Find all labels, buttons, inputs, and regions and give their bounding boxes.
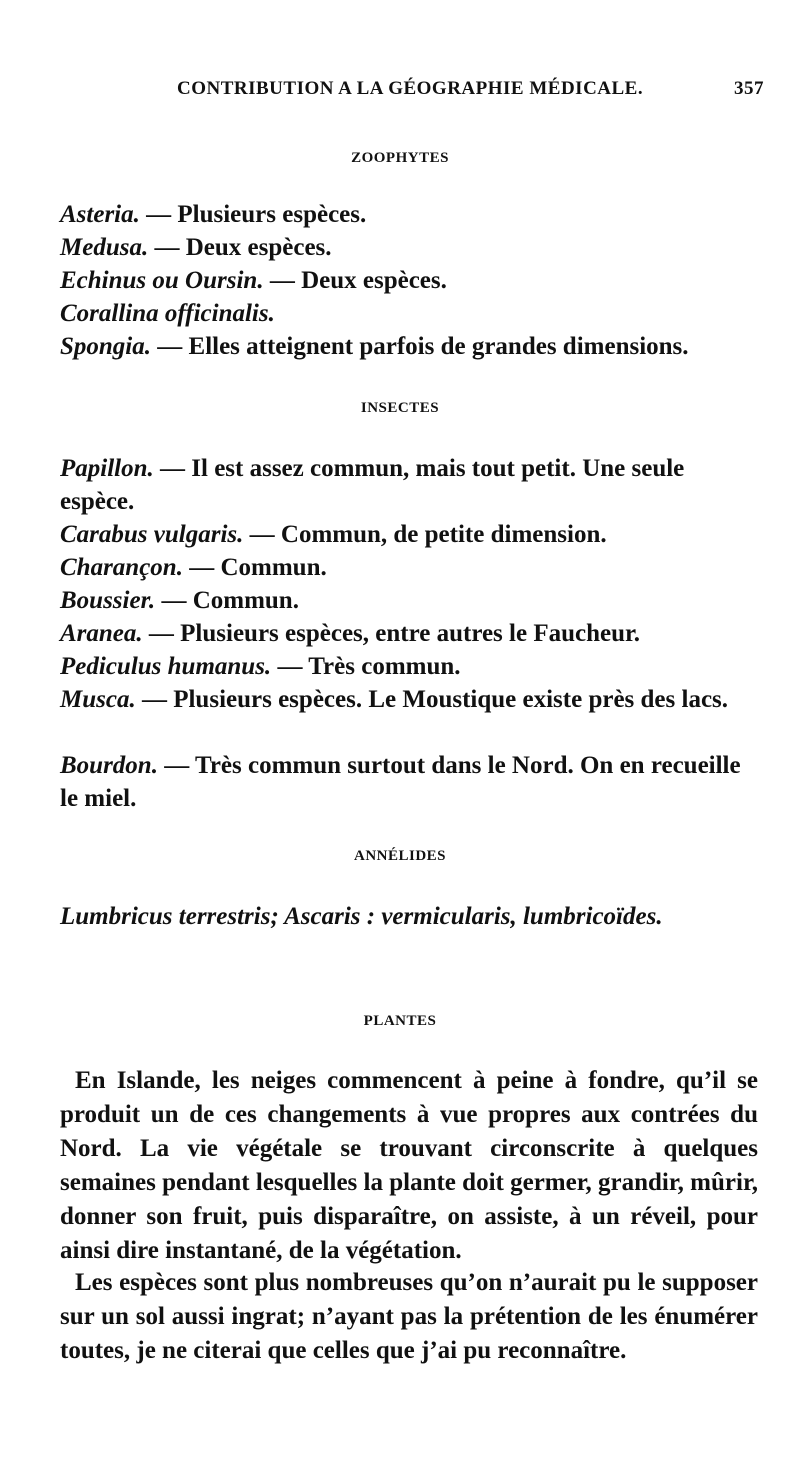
species-name: Papillon. bbox=[60, 455, 154, 482]
entry-pediculus bbox=[60, 650, 758, 683]
species-name: Charançon. bbox=[60, 554, 183, 581]
species-note: — Il est assez commun, mais tout petit. Une seule espèce. bbox=[60, 455, 685, 515]
entry-bourdon bbox=[60, 749, 758, 815]
section-heading-plantes: PLANTES bbox=[363, 1013, 437, 1029]
species-note: — Deux espèces. bbox=[263, 267, 447, 294]
species-name: Pediculus humanus. bbox=[60, 653, 272, 680]
species-name: Echinus ou Oursin. bbox=[60, 267, 264, 294]
species-note: — Très commun surtout dans le Nord. On en recueille le miel. bbox=[60, 752, 741, 812]
species-name: Musca. bbox=[60, 686, 136, 713]
species-note: — Très commun. bbox=[271, 653, 461, 680]
species-name: Corallina officinalis. bbox=[60, 300, 275, 327]
page-number: 357 bbox=[734, 78, 764, 99]
entry-carabus bbox=[60, 518, 758, 551]
species-note: — Plusieurs espèces. bbox=[139, 201, 367, 228]
species-note: — Deux espèces. bbox=[148, 234, 332, 261]
species-name: Medusa. bbox=[60, 234, 149, 261]
species-note: — Commun, de petite dimension. bbox=[243, 521, 607, 548]
entry-spongia bbox=[60, 330, 758, 363]
species-name: Asteria. bbox=[60, 201, 140, 228]
species-name: Carabus vulgaris. bbox=[60, 521, 244, 548]
species-note: — Elles atteignent parfois de grandes dimensions. bbox=[151, 333, 689, 360]
species-note: — Plusieurs espèces, entre autres le Faucheur. bbox=[142, 620, 641, 647]
entry-medusa bbox=[60, 231, 758, 264]
running-title: CONTRIBUTION A LA GÉOGRAPHIE MÉDICALE. bbox=[177, 78, 644, 99]
entry-echinus bbox=[60, 264, 758, 297]
species-note: — Commun. bbox=[182, 554, 327, 581]
entry-aranea bbox=[60, 617, 758, 650]
entry-musca bbox=[60, 683, 758, 716]
section-heading-zoophytes: ZOOPHYTES bbox=[351, 150, 449, 166]
species-name: Aranea. bbox=[60, 620, 143, 647]
section-heading-insectes: INSECTES bbox=[360, 400, 440, 416]
species-name: Bourdon. bbox=[60, 752, 158, 779]
paragraph-1: En Islande, les neiges commencent à peine à fondre, qu’il se produit un de ces changements à vue propres aux contrées du Nord. La vie végétale se trouvant circonscrite à quelques semaines pendant lesquelles la plante doit germer, grandir, mûrir, donner son fruit, puis disparaître, on assiste, à un réveil, pour ainsi dire instantané, de la végétation. bbox=[60, 1067, 758, 1264]
species-name: Boussier. bbox=[60, 587, 156, 614]
species-name: Spongia. bbox=[60, 333, 152, 360]
entry-lumbricus: Lumbricus terrestris; Ascaris : vermicularis, lumbricoïdes. bbox=[60, 903, 663, 930]
section-heading-annelides: ANNÉLIDES bbox=[353, 848, 447, 864]
entry-boussier bbox=[60, 584, 758, 617]
entry-charancon bbox=[60, 551, 758, 584]
species-note: — Commun. bbox=[155, 587, 299, 614]
paragraph-2: Les espèces sont plus nombreuses qu’on n’aurait pu le supposer sur un sol aussi ingrat; n’ayant pas la prétention de les énumérer toutes, je ne citerai que celles que j’ai pu reconnaître. bbox=[60, 1269, 758, 1364]
species-note: — Plusieurs espèces. Le Moustique existe près des lacs. bbox=[135, 686, 729, 713]
entry-asteria bbox=[60, 198, 758, 231]
entry-corallina bbox=[60, 297, 758, 330]
entry-papillon bbox=[60, 452, 758, 518]
